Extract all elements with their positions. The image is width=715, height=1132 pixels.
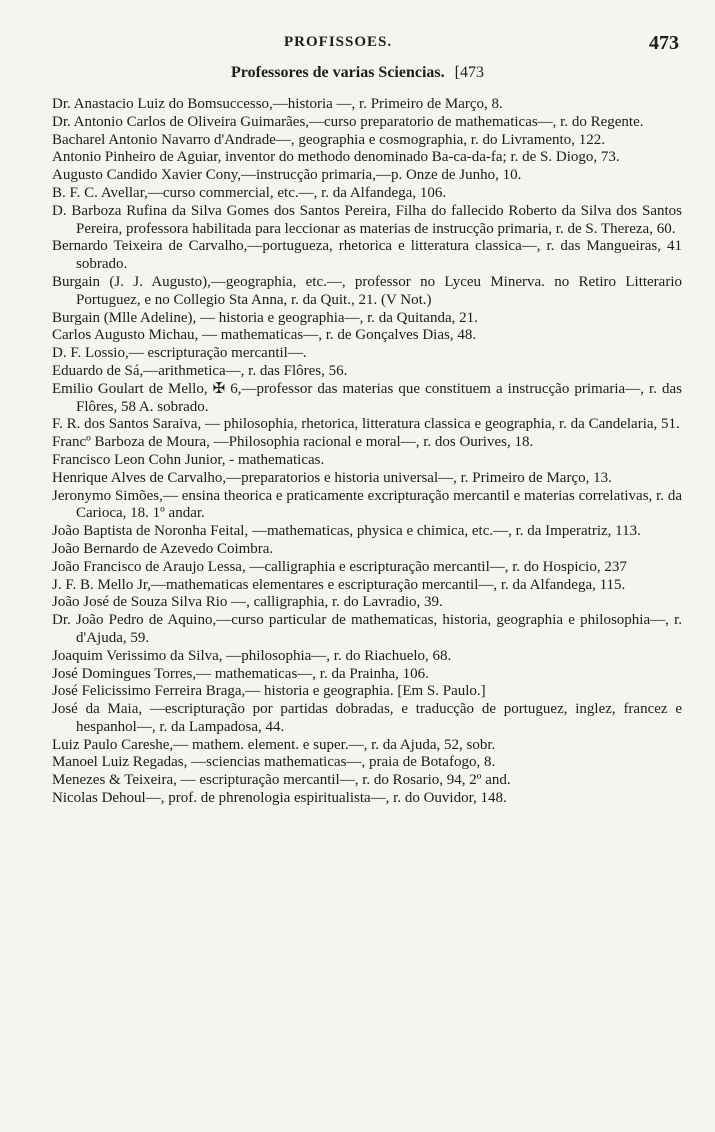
section-bracket: [473 <box>454 64 484 81</box>
list-item: João Baptista de Noronha Feital, —mathematicas, physica e chimica, etc.—, r. da Imperatriz, 113. <box>52 523 641 540</box>
page-number: 473 <box>649 32 679 54</box>
list-item: Eduardo de Sá,—arithmetica—, r. das Flôres, 56. <box>52 362 348 379</box>
list-item: Francisco Leon Cohn Junior, - mathematicas. <box>52 451 325 468</box>
list-item: Burgain (J. J. Augusto),—geographia, etc.—, professor no Lyceu Minerva. no Retiro Litterario Portuguez, e no Collegio Sta Anna, r. da Quit., 21. (V Not.) <box>52 273 682 308</box>
list-item: Nicolas Dehoul—, prof. de phrenologia espiritualista—, r. do Ouvidor, 148. <box>52 790 507 807</box>
list-item: Menezes & Teixeira, — escripturação mercantil—, r. do Rosario, 94, 2º and. <box>52 772 511 789</box>
section-heading <box>0 64 715 88</box>
list-item: João Francisco de Araujo Lessa, —calligraphia e escripturação mercantil—, r. do Hospicio, 237 <box>52 558 627 575</box>
list-item: Luiz Paulo Careshe,— mathem. element. e super.—, r. da Ajuda, 52, sobr. <box>52 736 496 753</box>
list-item: Carlos Augusto Michau, — mathematicas—, r. de Gonçalves Dias, 48. <box>52 327 477 344</box>
list-item: B. F. C. Avellar,—curso commercial, etc.—, r. da Alfandega, 106. <box>52 184 447 201</box>
list-item: Emilio Goulart de Mello, ✠ 6,—professor das materias que constituem a instrucção primaria—, r. das Flôres, 58 A. sobrado. <box>52 380 682 415</box>
list-item: Henrique Alves de Carvalho,—preparatorios e historia universal—, r. Primeiro de Março, 13. <box>52 469 612 486</box>
list-item: Dr. Anastacio Luiz do Bomsuccesso,—historia —, r. Primeiro de Março, 8. <box>52 96 503 112</box>
list-item: Burgain (Mlle Adeline), — historia e geographia—, r. da Quitanda, 21. <box>52 309 478 326</box>
list-item: Antonio Pinheiro de Aguiar, inventor do methodo denominado Ba-ca-da-fa; r. de S. Diogo, 73. <box>52 149 620 166</box>
list-item: José Felicissimo Ferreira Braga,— historia e geographia. [Em S. Paulo.] <box>52 683 486 700</box>
list-item: Augusto Candido Xavier Cony,—instrucção primaria,—p. Onze de Junho, 10. <box>52 167 522 184</box>
running-title: PROFISSOES. <box>284 34 393 50</box>
list-item: João José de Souza Silva Rio —, calligraphia, r. do Lavradio, 39. <box>52 594 443 611</box>
list-item: Dr. Antonio Carlos de Oliveira Guimarães,—curso preparatorio de mathematicas—, r. do Regente. <box>52 113 644 130</box>
list-item: J. F. B. Mello Jr,—mathematicas elementares e escripturação mercantil—, r. da Alfandega, 115. <box>52 576 626 593</box>
professor-list <box>52 96 682 808</box>
list-item: João Bernardo de Azevedo Coimbra. <box>52 540 274 557</box>
list-item: D. F. Lossio,— escripturação mercantil—. <box>52 345 307 362</box>
running-head <box>0 34 715 56</box>
list-item: Bacharel Antonio Navarro d'Andrade—, geographia e cosmographia, r. do Livramento, 122. <box>52 131 605 148</box>
list-item: Manoel Luiz Regadas, —sciencias mathematicas—, praia de Botafogo, 8. <box>52 754 496 771</box>
list-item: José Domingues Torres,— mathematicas—, r. da Prainha, 106. <box>52 665 429 682</box>
list-item: Dr. João Pedro de Aquino,—curso particular de mathematicas, historia, geographia e philosophia—, r. d'Ajuda, 59. <box>52 612 682 646</box>
list-item: Jeronymo Simões,— ensina theorica e praticamente excripturação mercantil e materias correlativas, r. da Carioca, 18. 1º andar. <box>52 487 682 522</box>
list-item: Bernardo Teixeira de Carvalho,—portugueza, rhetorica e litteratura classica—, r. das Mangueiras, 41 sobrado. <box>52 238 682 273</box>
section-title: Professores de varias Sciencias. <box>231 64 445 81</box>
list-item: José da Maia, —escripturação por partidas dobradas, e traducção de portuguez, inglez, francez e hespanhol—, r. da Lampadosa, 44. <box>52 701 682 735</box>
list-item: D. Barboza Rufina da Silva Gomes dos Santos Pereira, Filha do fallecido Roberto da Silva dos Santos Pereira, professora habilitada para leccionar as materias de instrucção primaria, r. de S. Thereza, 60. <box>52 202 682 237</box>
list-item: F. R. dos Santos Saraiva, — philosophia, rhetorica, litteratura classica e geographia, r. da Candelaria, 51. <box>52 416 680 433</box>
list-item: Francº Barboza de Moura, —Philosophia racional e moral—, r. dos Ourives, 18. <box>52 434 534 451</box>
list-item: Joaquim Verissimo da Silva, —philosophia—, r. do Riachuelo, 68. <box>52 647 452 664</box>
